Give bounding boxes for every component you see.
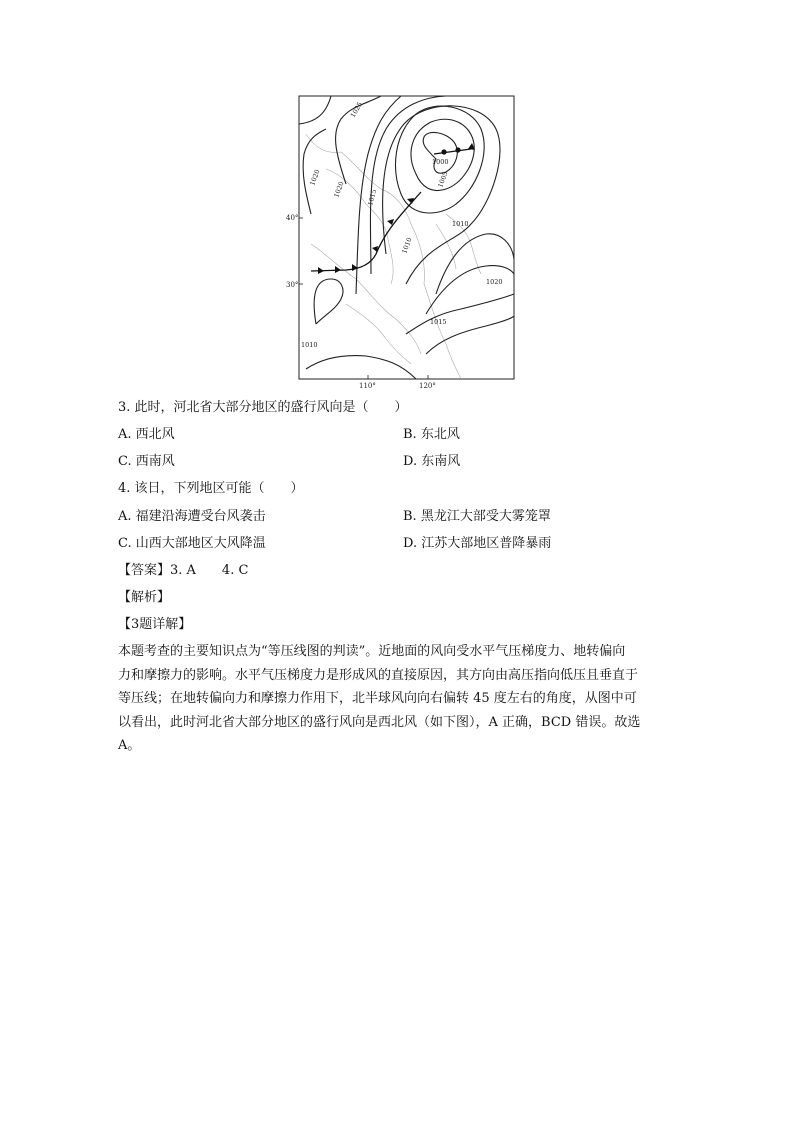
lon-label-110: 110°	[359, 382, 376, 390]
explanation-line: 本题考查的主要知识点为“等压线图的判读”。近地面的风向受水平气压梯度力、地转偏向	[118, 644, 626, 659]
isobar-label: 1015	[366, 188, 379, 207]
answer-line: 【答案】3. A 4. C	[118, 563, 249, 578]
isobar-label: 1000	[432, 158, 449, 166]
question-3-option-a[interactable]: A. 西北风	[118, 427, 175, 442]
question-3-stem: 3. 此时，河北省大部分地区的盛行风向是（ ）	[118, 400, 408, 415]
lat-label-30: 30°	[286, 281, 299, 289]
analysis-heading: 【解析】	[118, 590, 171, 605]
isobar-label: 1020	[308, 168, 322, 187]
isobar-map	[286, 94, 518, 390]
explanation-line: A。	[118, 738, 141, 753]
isobar-label: 1025	[348, 100, 365, 119]
question-3-option-b[interactable]: B. 东北风	[403, 427, 460, 442]
question-3-option-c[interactable]: C. 西南风	[118, 454, 175, 469]
question-4-option-a[interactable]: A. 福建沿海遭受台风袭击	[118, 509, 266, 524]
weather-map-figure	[286, 94, 518, 390]
isobar-label: 1010	[400, 236, 414, 255]
explanation-paragraph	[118, 640, 684, 758]
isobar-label: 1010	[452, 220, 469, 228]
lat-label-40: 40°	[286, 214, 299, 222]
isobar-label: 1015	[430, 318, 447, 326]
detail-heading: 【3题详解】	[118, 617, 192, 632]
isobar-label: 1005	[436, 170, 450, 189]
question-3-option-d[interactable]: D. 东南风	[403, 454, 461, 469]
isobar-label: 1020	[486, 278, 503, 286]
question-4-stem: 4. 该日，下列地区可能（ ）	[118, 481, 304, 496]
isobar-label: 1010	[301, 341, 318, 349]
isobar-label: 1020	[332, 180, 346, 199]
explanation-line: 力和摩擦力的影响。水平气压梯度力是形成风的直接原因，其方向由高压指向低压且垂直于	[118, 667, 639, 683]
question-4-option-d[interactable]: D. 江苏大部地区普降暴雨	[403, 536, 552, 551]
lon-label-120: 120°	[419, 382, 436, 390]
question-4-option-b[interactable]: B. 黑龙江大部受大雾笼罩	[403, 509, 551, 524]
explanation-line: 等压线；在地转偏向力和摩擦力作用下，北半球风向向右偏转 45 度左右的角度，从图中可	[118, 691, 637, 706]
question-4-option-c[interactable]: C. 山西大部地区大风降温	[118, 536, 266, 551]
explanation-line: 以看出，此时河北省大部分地区的盛行风向是西北风（如下图），A 正确，BCD 错误。故选	[118, 714, 641, 730]
